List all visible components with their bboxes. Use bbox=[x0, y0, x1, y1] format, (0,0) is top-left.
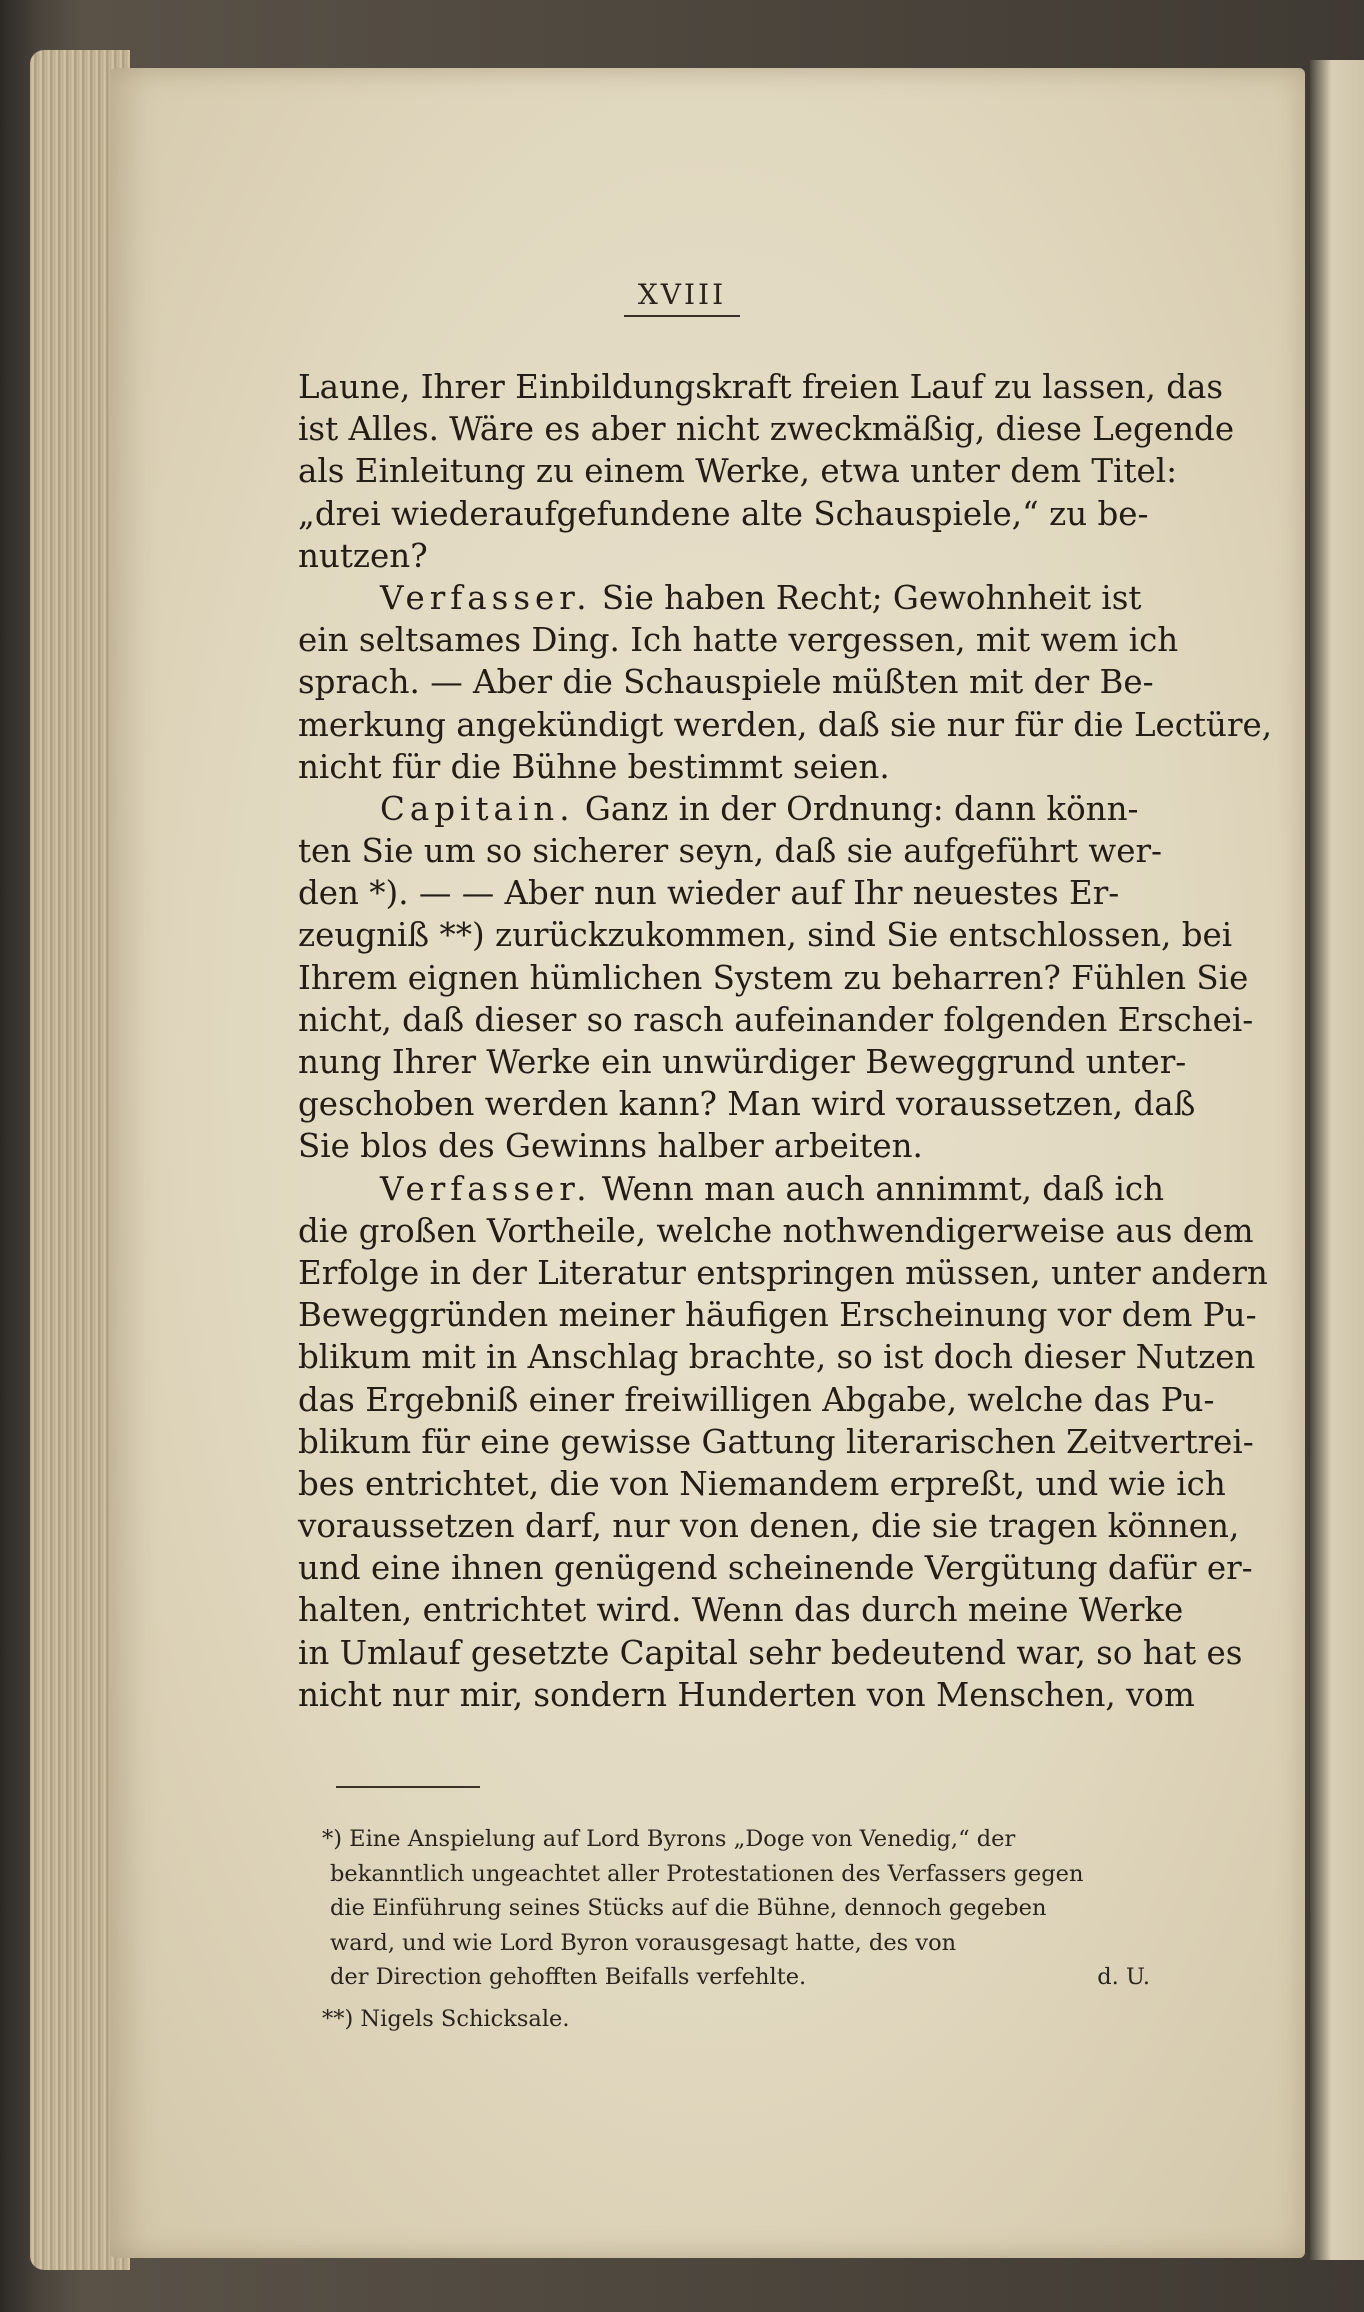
paragraph-first-line bbox=[298, 788, 1218, 830]
text-line: ten Sie um so sicherer seyn, daß sie aufgeführt wer- bbox=[298, 832, 1162, 871]
text-line: und eine ihnen genügend scheinende Vergütung dafür er- bbox=[298, 1549, 1253, 1588]
text-line: „drei wiederaufgefundene alte Schauspiele,“ zu be- bbox=[298, 494, 1149, 533]
text-line: Ihrem eignen hümlichen System zu beharren? Fühlen Sie bbox=[298, 958, 1249, 997]
text-line: Beweggründen meiner häufigen Erscheinung vor dem Pu- bbox=[298, 1296, 1257, 1335]
text-fragment: Wenn man auch annimmt, daß ich bbox=[601, 1169, 1165, 1208]
text-line: Sie blos des Gewinns halber arbeiten. bbox=[298, 1127, 923, 1166]
text-fragment: Sie haben Recht; Gewohnheit ist bbox=[601, 578, 1142, 617]
text-line: Laune, Ihrer Einbildungskraft freien Lauf zu lassen, das bbox=[298, 368, 1224, 406]
text-line: nutzen? bbox=[298, 536, 428, 575]
text-line: nicht für die Bühne bestimmt seien. bbox=[298, 747, 890, 786]
footnote-line: die Einführung seines Stücks auf die Bühne, dennoch gegeben bbox=[330, 1895, 1047, 1921]
footnote-line: der Direction gehofften Beifalls verfehlte. bbox=[330, 1964, 807, 1990]
text-line: ein seltsames Ding. Ich hatte vergessen, mit wem ich bbox=[298, 621, 1179, 660]
text-line: geschoben werden kann? Man wird voraussetzen, daß bbox=[298, 1085, 1196, 1124]
text-line: merkung angekündigt werden, daß sie nur für die Lectüre, bbox=[298, 705, 1273, 744]
speaker-name: Verfasser. bbox=[380, 1169, 592, 1208]
text-line: nicht nur mir, sondern Hunderten von Menschen, vom bbox=[298, 1675, 1195, 1714]
text-line: in Umlauf gesetzte Capital sehr bedeutend war, so hat es bbox=[298, 1633, 1243, 1672]
text-line: bes entrichtet, die von Niemandem erpreßt, und wie ich bbox=[298, 1464, 1226, 1503]
text-line: halten, entrichtet wird. Wenn das durch meine Werke bbox=[298, 1591, 1184, 1630]
text-line: nicht, daß dieser so rasch aufeinander folgenden Erschei- bbox=[298, 1000, 1254, 1039]
text-line: das Ergebniß einer freiwilligen Abgabe, welche das Pu- bbox=[298, 1380, 1215, 1419]
text-line: Erfolge in der Literatur entspringen müssen, unter andern bbox=[298, 1253, 1268, 1292]
footnote-line: bekanntlich ungeachtet aller Protestationen des Verfassers gegen bbox=[330, 1860, 1084, 1887]
paragraph-first-line bbox=[298, 577, 1218, 619]
text-fragment: Ganz in der Ordnung: dann könn- bbox=[584, 789, 1139, 828]
page-number: XVIII bbox=[624, 278, 740, 317]
text-line: als Einleitung zu einem Werke, etwa unter dem Titel: bbox=[298, 452, 1178, 491]
text-line: den *). — — Aber nun wieder auf Ihr neuestes Er- bbox=[298, 874, 1120, 913]
page-header bbox=[0, 278, 1364, 311]
text-line: voraussetzen darf, nur von denen, die sie tragen können, bbox=[298, 1507, 1240, 1546]
speaker-name: Capitain. bbox=[380, 789, 575, 828]
paragraph-first-line bbox=[298, 1168, 1218, 1210]
text-line: zeugniß **) zurückzukommen, sind Sie entschlossen, bei bbox=[298, 916, 1233, 955]
footnote-line: ward, und wie Lord Byron vorausgesagt hatte, des von bbox=[330, 1929, 957, 1956]
footnote-2: **) Nigels Schicksale. bbox=[322, 2006, 570, 2032]
text-line: ist Alles. Wäre es aber nicht zweckmäßig, diese Legende bbox=[298, 410, 1235, 449]
text-line: blikum mit in Anschlag brachte, so ist doch dieser Nutzen bbox=[298, 1338, 1256, 1377]
footnote-separator bbox=[336, 1786, 480, 1788]
text-line: sprach. — Aber die Schauspiele müßten mit der Be- bbox=[298, 663, 1154, 702]
footnote-1 bbox=[322, 1822, 1220, 1995]
speaker-name: Verfasser. bbox=[380, 578, 592, 617]
text-line: blikum für eine gewisse Gattung literarischen Zeitvertrei- bbox=[298, 1422, 1254, 1461]
facing-page-edge bbox=[1310, 60, 1364, 2260]
text-line: nung Ihrer Werke ein unwürdiger Beweggrund unter- bbox=[298, 1043, 1187, 1081]
main-text bbox=[298, 366, 1273, 1716]
footnote-signature: d. U. bbox=[1097, 1964, 1150, 1990]
footnote-last-line bbox=[330, 1960, 1150, 1995]
text-line: die großen Vortheile, welche nothwendigerweise aus dem bbox=[298, 1211, 1254, 1250]
footnote-line: *) Eine Anspielung auf Lord Byrons „Doge von Venedig,“ der bbox=[322, 1826, 1016, 1852]
